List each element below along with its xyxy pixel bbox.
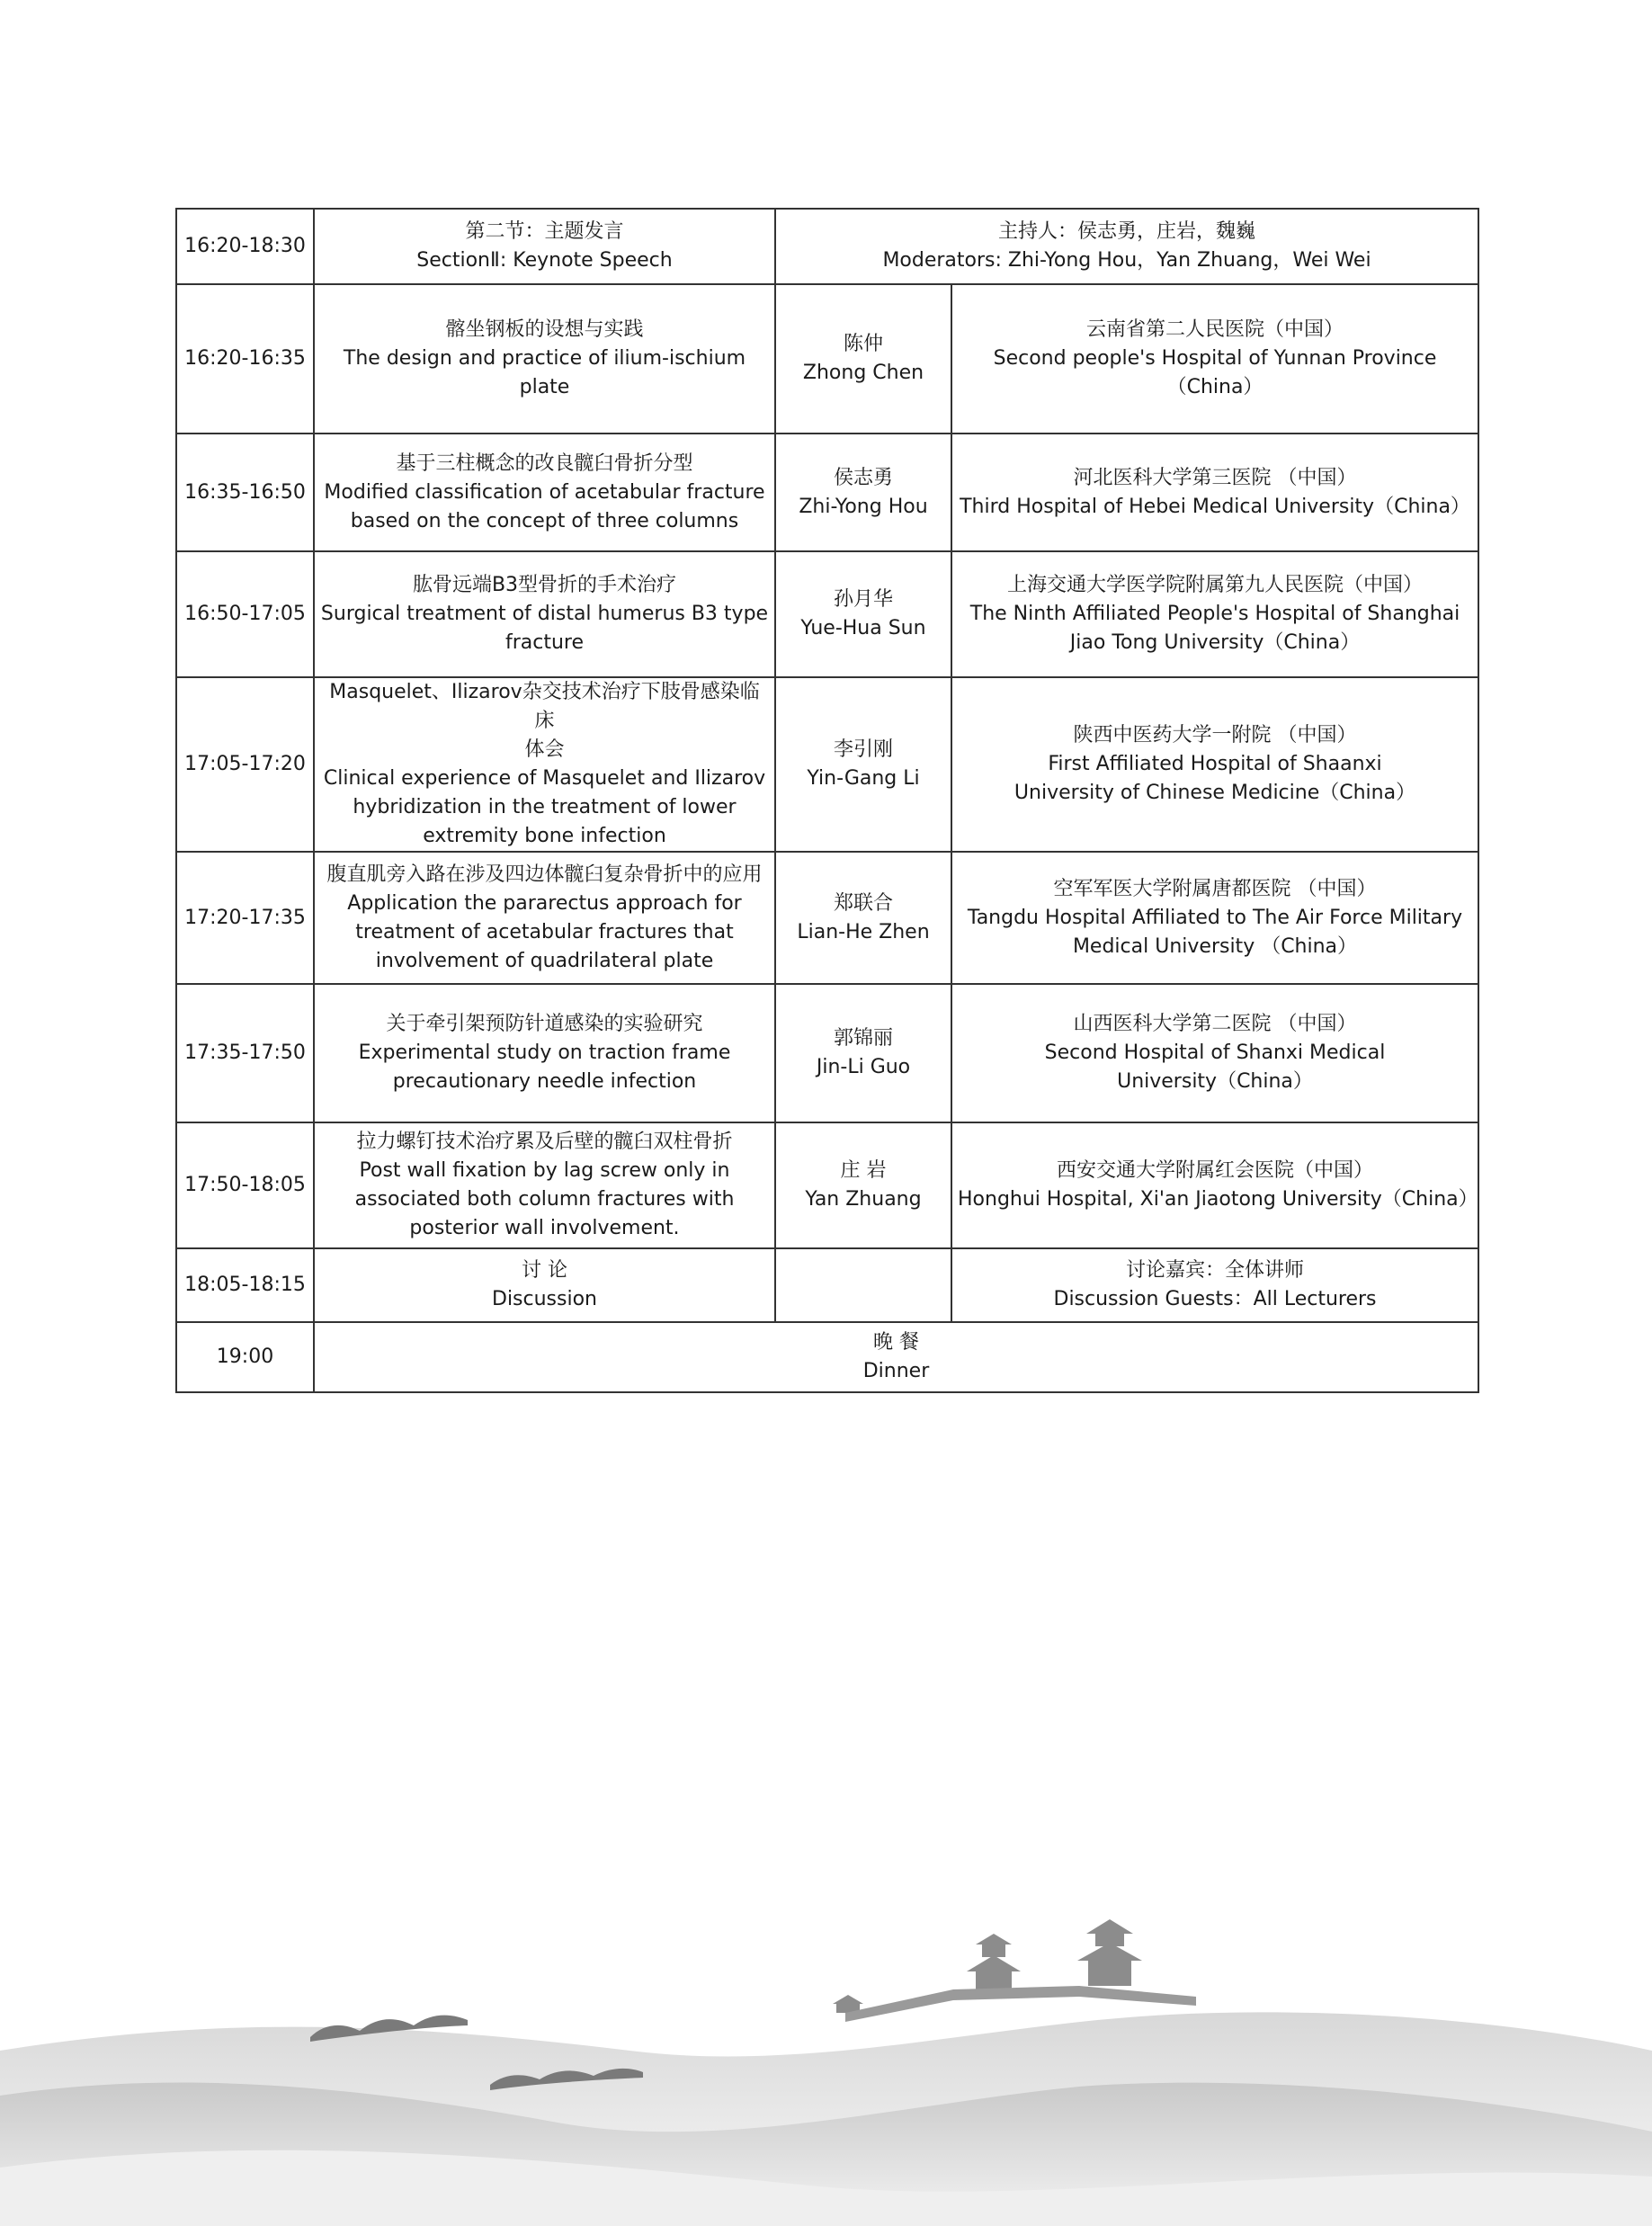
topic-cell [314, 1122, 775, 1248]
discussion-guests-cn: 讨论嘉宾：全体讲师 [1126, 1259, 1305, 1282]
affiliation-line: 山西医科大学第二医院 （中国） [1073, 1013, 1357, 1035]
speaker-cell [775, 551, 951, 677]
affiliation-cell [951, 551, 1478, 677]
speaker-cn: 庄 岩 [840, 1159, 887, 1182]
affiliation-line: Honghui Hospital, Xi'an Jiaotong University（China） [958, 1188, 1478, 1211]
affiliation-line: Tangdu Hospital Affiliated to The Air Force Military [967, 906, 1463, 929]
speaker-en: Jin-Li Guo [816, 1056, 911, 1078]
topic-line: based on the concept of three columns [350, 509, 739, 532]
topic-cell [314, 984, 775, 1122]
fortress-icon [833, 1919, 1196, 2022]
affiliation-line: （China） [1166, 376, 1264, 398]
moderators-en: Moderators: Zhi-Yong Hou，Yan Zhuang，Wei Wei [882, 249, 1371, 272]
dinner-row [176, 1322, 1478, 1392]
talk-row [176, 1122, 1478, 1248]
discussion-title-cell [314, 1248, 775, 1322]
topic-cell [314, 434, 775, 551]
affiliation-cell [951, 1122, 1478, 1248]
time-cell: 19:00 [176, 1322, 314, 1392]
affiliation-line: Second Hospital of Shanxi Medical [1044, 1041, 1386, 1064]
discussion-row [176, 1248, 1478, 1322]
section-title-cn: 第二节：主题发言 [465, 220, 624, 243]
time-cell: 17:35-17:50 [176, 984, 314, 1122]
speaker-cn: 侯志勇 [833, 466, 893, 489]
affiliation-line: 云南省第二人民医院（中国） [1086, 318, 1344, 341]
discussion-guests-en: Discussion Guests：All Lecturers [1053, 1288, 1377, 1310]
time-cell: 16:50-17:05 [176, 551, 314, 677]
topic-cell [314, 852, 775, 984]
desert-landscape-illustration [0, 1916, 1652, 2226]
affiliation-line: University（China） [1117, 1070, 1313, 1093]
topic-line: 基于三柱概念的改良髋臼骨折分型 [396, 451, 693, 475]
topic-line: 髂坐钢板的设想与实践 [445, 318, 644, 341]
time-cell: 18:05-18:15 [176, 1248, 314, 1322]
affiliation-line: Medical University （China） [1072, 934, 1358, 958]
speaker-cell [775, 677, 951, 852]
topic-line: Surgical treatment of distal humerus B3 type [320, 603, 769, 625]
affiliation-line: 河北医科大学第三医院 （中国） [1073, 466, 1357, 489]
speaker-cn: 李引刚 [833, 738, 893, 761]
affiliation-line: First Affiliated Hospital of Shaanxi [1048, 753, 1382, 775]
moderators-cell [775, 209, 1478, 284]
speaker-en: Lian-He Zhen [797, 920, 930, 943]
talk-row [176, 284, 1478, 434]
speaker-cell [775, 284, 951, 434]
schedule-table [175, 208, 1479, 1393]
speaker-cell [775, 984, 951, 1122]
topic-line: 拉力螺钉技术治疗累及后壁的髋臼双柱骨折 [356, 1131, 733, 1153]
affiliation-line: Second people's Hospital of Yunnan Province [993, 347, 1437, 370]
affiliation-line: 陕西中医药大学一附院 （中国） [1073, 724, 1357, 746]
affiliation-line: 上海交通大学医学院附属第九人民医院（中国） [1007, 574, 1424, 596]
affiliation-cell [951, 852, 1478, 984]
topic-cell [314, 677, 775, 852]
topic-line: 肱骨远端B3型骨折的手术治疗 [412, 574, 677, 596]
topic-line: posterior wall involvement. [409, 1217, 680, 1239]
affiliation-line: 空军军医大学附属唐都医院 （中国） [1053, 877, 1377, 900]
speaker-cn: 郑联合 [833, 891, 893, 915]
topic-line: precautionary needle infection [392, 1070, 697, 1093]
section-title-cell [314, 209, 775, 284]
dinner-title-cn: 晚 餐 [873, 1331, 919, 1354]
time-cell: 17:20-17:35 [176, 852, 314, 984]
speaker-cell [775, 434, 951, 551]
speaker-en: Yue-Hua Sun [800, 617, 926, 639]
dinner-cell [314, 1322, 1478, 1392]
topic-line: Application the pararectus approach for [347, 891, 742, 915]
talk-row [176, 551, 1478, 677]
talk-row [176, 984, 1478, 1122]
time-cell: 16:20-18:30 [176, 209, 314, 284]
section-title-en: SectionⅡ: Keynote Speech [416, 249, 673, 272]
topic-cell [314, 551, 775, 677]
speaker-en: Yan Zhuang [805, 1188, 922, 1211]
dinner-title-en: Dinner [862, 1360, 930, 1382]
topic-line: Post wall fixation by lag screw only in [359, 1159, 730, 1182]
talk-row [176, 677, 1478, 852]
affiliation-cell [951, 284, 1478, 434]
discussion-guests-cell [951, 1248, 1478, 1322]
topic-line: involvement of quadrilateral plate [375, 949, 714, 972]
topic-line: extremity bone infection [423, 825, 666, 847]
speaker-cn: 郭锦丽 [833, 1027, 893, 1050]
time-cell: 16:20-16:35 [176, 284, 314, 434]
topic-line: associated both column fractures with [354, 1188, 735, 1211]
affiliation-cell [951, 677, 1478, 852]
moderators-cn: 主持人：侯志勇，庄岩，魏巍 [998, 220, 1256, 243]
topic-line: The design and practice of ilium-ischium plate [343, 347, 746, 398]
speaker-cell [775, 852, 951, 984]
topic-line: Experimental study on traction frame [358, 1041, 731, 1064]
section-header-row [176, 209, 1478, 284]
speaker-cell [775, 1122, 951, 1248]
topic-line: Modified classification of acetabular fracture [324, 480, 765, 504]
affiliation-line: Third Hospital of Hebei Medical University（China） [960, 495, 1470, 518]
affiliation-line: The Ninth Affiliated People's Hospital of Shanghai [969, 603, 1460, 625]
discussion-title-cn: 讨 论 [522, 1259, 567, 1282]
topic-line: Masquelet、Ilizarov杂交技术治疗下肢骨感染临床 [329, 681, 760, 732]
affiliation-cell [951, 434, 1478, 551]
speaker-cn: 孙月华 [833, 588, 893, 611]
time-cell: 17:50-18:05 [176, 1122, 314, 1248]
talk-row [176, 434, 1478, 551]
topic-line: Clinical experience of Masquelet and Ilizarov [323, 767, 766, 790]
time-cell: 17:05-17:20 [176, 677, 314, 852]
topic-line: 关于牵引架预防针道感染的实验研究 [386, 1013, 703, 1035]
empty-speaker-cell [775, 1248, 951, 1322]
topic-line: treatment of acetabular fractures that [355, 920, 734, 943]
affiliation-line: Jiao Tong University（China） [1069, 631, 1361, 654]
affiliation-line: 西安交通大学附属红会医院（中国） [1057, 1159, 1374, 1182]
affiliation-line: University of Chinese Medicine（China） [1014, 782, 1416, 804]
topic-cell [314, 284, 775, 434]
time-cell: 16:35-16:50 [176, 434, 314, 551]
topic-line: hybridization in the treatment of lower [353, 796, 737, 818]
speaker-en: Zhi-Yong Hou [799, 495, 928, 518]
affiliation-cell [951, 984, 1478, 1122]
speaker-en: Yin-Gang Li [807, 767, 920, 790]
talk-row [176, 852, 1478, 984]
topic-line: 腹直肌旁入路在涉及四边体髋臼复杂骨折中的应用 [326, 863, 763, 886]
speaker-cn: 陈仲 [843, 333, 883, 355]
topic-line: fracture [505, 631, 585, 654]
speaker-en: Zhong Chen [802, 362, 924, 384]
discussion-title-en: Discussion [492, 1288, 597, 1310]
topic-line: 体会 [524, 738, 565, 761]
